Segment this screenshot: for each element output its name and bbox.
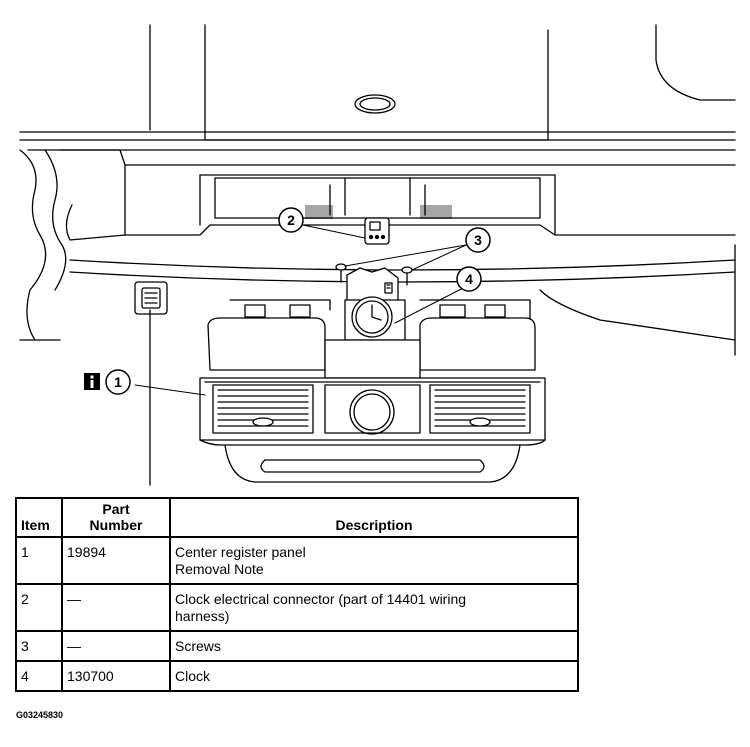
clock-connector (365, 218, 389, 244)
svg-text:2: 2 (287, 212, 295, 228)
row-item: 1 (16, 537, 62, 584)
header-description: Description (170, 498, 578, 537)
svg-text:1: 1 (114, 374, 122, 390)
header-item: Item (16, 498, 62, 537)
row-part: — (62, 631, 170, 661)
center-register-panel (200, 318, 545, 482)
row-part: 19894 (62, 537, 170, 584)
removal-note-link[interactable]: Removal Note (175, 561, 264, 577)
table-row (16, 537, 578, 584)
upper-dash-outline (20, 25, 735, 150)
table-header-row (16, 498, 578, 537)
header-part-line2: Number (89, 517, 143, 533)
row-part: — (62, 584, 170, 631)
callout-2 (279, 208, 303, 232)
row-item: 3 (16, 631, 62, 661)
row-description (170, 584, 578, 631)
row-part: 130700 (62, 661, 170, 691)
callout-4 (457, 267, 481, 291)
svg-text:4: 4 (465, 271, 473, 287)
dash-crossbar (70, 165, 735, 282)
description-line: Center register panel (175, 544, 306, 560)
table-row (16, 661, 578, 691)
clock (345, 268, 405, 340)
figure-id: G03245830 (16, 710, 64, 720)
row-item: 2 (16, 584, 62, 631)
row-item: 4 (16, 661, 62, 691)
center-opening (215, 178, 540, 219)
row-description: Screws (170, 631, 578, 661)
left-dash-side (20, 150, 125, 340)
table-row (16, 584, 578, 631)
header-part-number (62, 498, 170, 537)
parts-table (15, 497, 579, 692)
left-switch (135, 282, 167, 314)
header-part-line1: Part (102, 501, 130, 517)
callout-1 (106, 370, 130, 394)
svg-text:3: 3 (474, 232, 482, 248)
description-line: Clock electrical connector (part of 14401 wiring (175, 591, 467, 607)
description-line: harness) (175, 608, 230, 624)
row-description (170, 537, 578, 584)
table-row (16, 631, 578, 661)
info-icon[interactable] (84, 373, 100, 390)
callout-3 (466, 228, 490, 252)
row-description: Clock (170, 661, 578, 691)
